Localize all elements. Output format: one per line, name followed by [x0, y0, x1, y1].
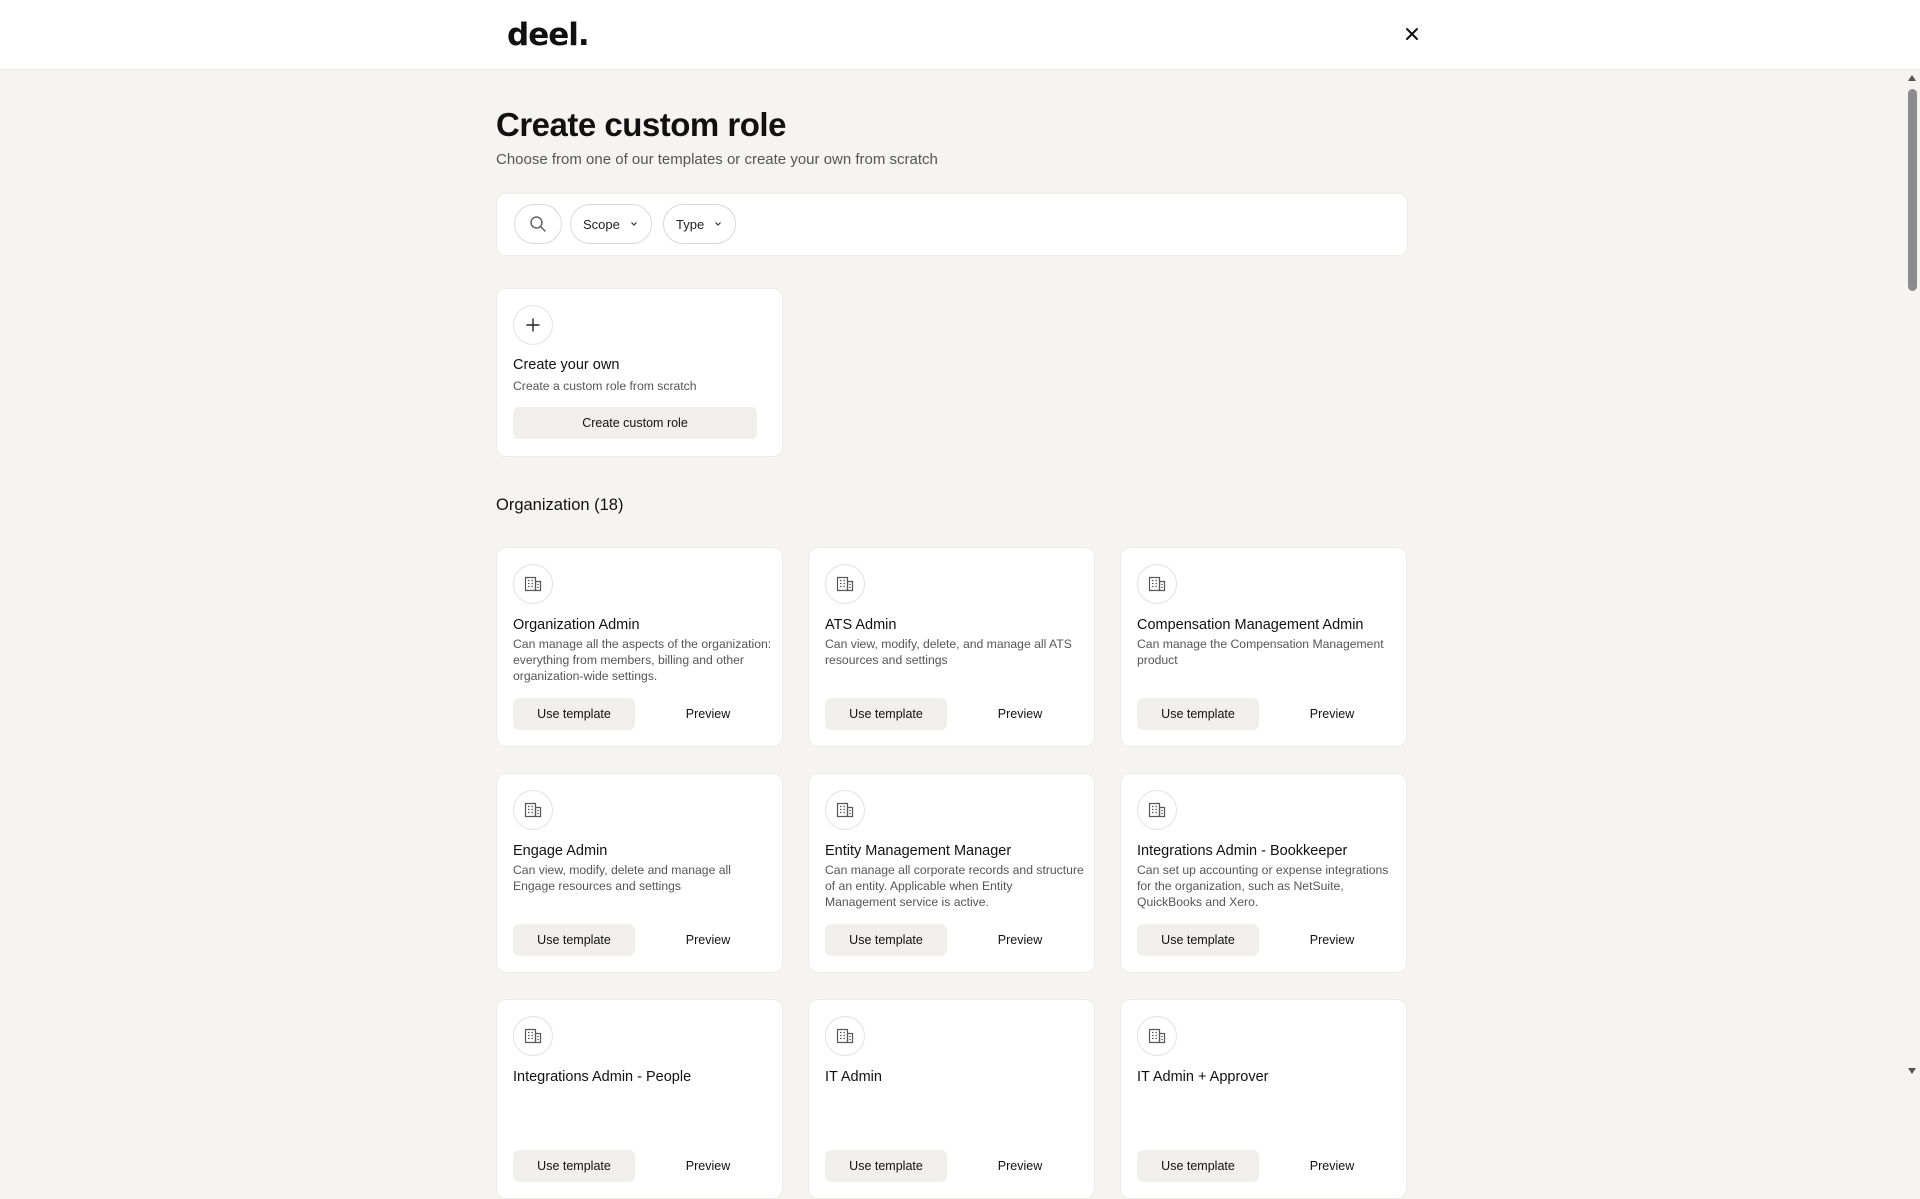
preview-button[interactable]: Preview — [1309, 707, 1355, 721]
preview-button[interactable]: Preview — [685, 707, 731, 721]
chevron-down-icon — [629, 219, 639, 229]
use-template-button[interactable]: Use template — [825, 698, 947, 730]
building-icon-circle — [825, 564, 865, 604]
use-template-button[interactable]: Use template — [513, 1150, 635, 1182]
scope-filter[interactable] — [570, 204, 652, 244]
preview-button[interactable]: Preview — [685, 1159, 731, 1173]
use-template-button[interactable]: Use template — [513, 924, 635, 956]
close-button[interactable] — [1400, 22, 1424, 46]
template-description: Can view, modify, delete and manage all Engage resources and settings — [513, 863, 731, 893]
create-your-own-description: Create a custom role from scratch — [513, 379, 697, 393]
preview-button[interactable]: Preview — [997, 707, 1043, 721]
type-filter[interactable] — [663, 204, 736, 244]
template-card — [496, 773, 783, 973]
template-card — [808, 547, 1095, 747]
building-icon — [835, 800, 855, 820]
use-template-button[interactable]: Use template — [1137, 924, 1259, 956]
use-template-button[interactable]: Use template — [1137, 698, 1259, 730]
scroll-down-arrow[interactable] — [1908, 1068, 1916, 1074]
preview-button[interactable]: Preview — [685, 933, 731, 947]
template-title: IT Admin + Approver — [1137, 1069, 1269, 1085]
building-icon-circle — [513, 1016, 553, 1056]
building-icon-circle — [1137, 1016, 1177, 1056]
template-description: Can manage the Compensation Management product — [1137, 637, 1384, 667]
search-icon — [529, 215, 547, 233]
scope-filter-label: Scope — [583, 216, 620, 232]
preview-button[interactable]: Preview — [997, 1159, 1043, 1173]
page-subtitle: Choose from one of our templates or create your own from scratch — [496, 151, 938, 168]
template-description: Can manage all the aspects of the organization: everything from members, billing and other organization-wide settings. — [513, 637, 772, 683]
top-bar — [0, 0, 1920, 70]
filter-bar — [496, 193, 1408, 256]
building-icon — [523, 574, 543, 594]
building-icon-circle — [513, 790, 553, 830]
building-icon — [835, 1026, 855, 1046]
template-description: Can view, modify, delete, and manage all ATS resources and settings — [825, 637, 1072, 667]
close-icon — [1404, 26, 1420, 42]
building-icon — [523, 800, 543, 820]
plus-icon — [525, 317, 541, 333]
preview-button[interactable]: Preview — [1309, 933, 1355, 947]
scroll-up-arrow[interactable] — [1908, 75, 1916, 81]
use-template-button[interactable]: Use template — [825, 924, 947, 956]
page-title: Create custom role — [496, 106, 786, 143]
template-title: Integrations Admin - People — [513, 1069, 692, 1085]
building-icon — [1147, 1026, 1167, 1046]
section-title: Organization (18) — [496, 496, 624, 514]
template-title: IT Admin — [825, 1069, 882, 1085]
building-icon — [523, 1026, 543, 1046]
template-title: ATS Admin — [825, 617, 897, 633]
building-icon-circle — [825, 790, 865, 830]
use-template-button[interactable]: Use template — [825, 1150, 947, 1182]
template-title: Organization Admin — [513, 617, 640, 633]
template-card — [1120, 773, 1407, 973]
scrollbar-thumb[interactable] — [1908, 89, 1917, 291]
use-template-button[interactable]: Use template — [1137, 1150, 1259, 1182]
building-icon-circle — [1137, 790, 1177, 830]
type-filter-label: Type — [676, 216, 705, 232]
building-icon — [1147, 800, 1167, 820]
template-title: Compensation Management Admin — [1137, 617, 1364, 633]
create-your-own-card — [496, 288, 783, 457]
preview-button[interactable]: Preview — [1309, 1159, 1355, 1173]
template-title: Integrations Admin - Bookkeeper — [1137, 843, 1348, 859]
search-button[interactable] — [514, 204, 562, 244]
template-card — [808, 773, 1095, 973]
building-icon-circle — [825, 1016, 865, 1056]
template-title: Engage Admin — [513, 843, 608, 859]
template-description: Can manage all corporate records and structure of an entity. Applicable when Entity Management service is active. — [825, 863, 1084, 909]
building-icon-circle — [1137, 564, 1177, 604]
template-card — [496, 999, 783, 1199]
building-icon-circle — [513, 564, 553, 604]
chevron-down-icon — [713, 219, 723, 229]
template-title: Entity Management Manager — [825, 843, 1012, 859]
preview-button[interactable]: Preview — [997, 933, 1043, 947]
create-your-own-title: Create your own — [513, 357, 620, 373]
template-card — [808, 999, 1095, 1199]
template-card — [496, 547, 783, 747]
building-icon — [1147, 574, 1167, 594]
template-description: Can set up accounting or expense integrations for the organization, such as NetSuite, QuickBooks and Xero. — [1137, 863, 1389, 909]
building-icon — [835, 574, 855, 594]
deel-logo[interactable]: deel. — [507, 17, 589, 53]
use-template-button[interactable]: Use template — [513, 698, 635, 730]
template-card — [1120, 547, 1407, 747]
template-card — [1120, 999, 1407, 1199]
plus-icon-circle — [513, 305, 553, 345]
create-custom-role-button[interactable]: Create custom role — [513, 407, 757, 439]
